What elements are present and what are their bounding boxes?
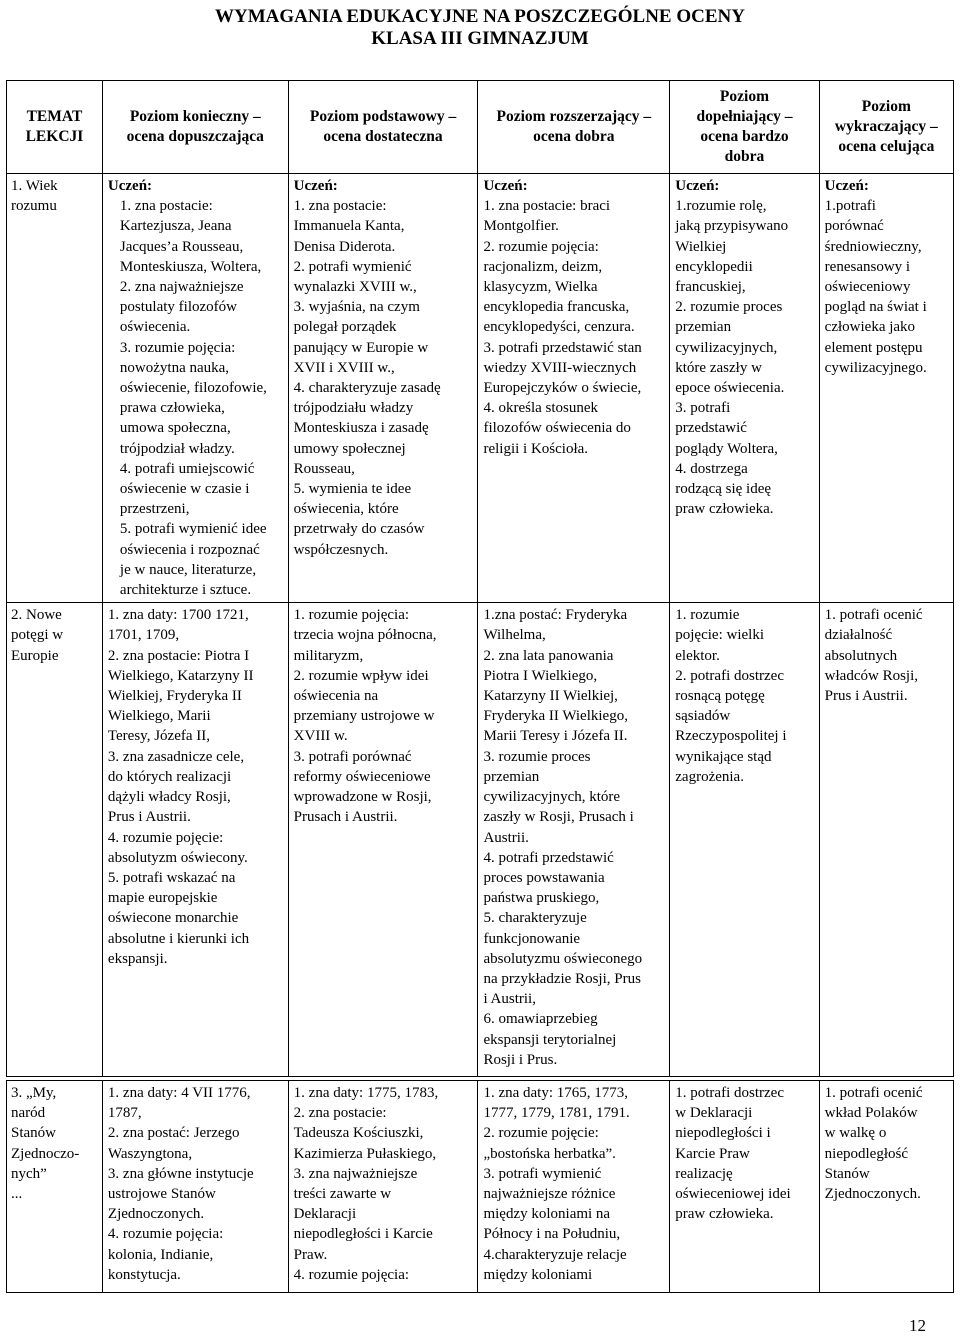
requirement-cell: 1. rozumie pojęcie: wielki elektor. 2. potrafi dostrzec rosnącą potęgę sąsiadów Rzeczypospolitej i wynikające stąd zagrożenia. — [670, 603, 819, 1077]
student-label: Uczeń: — [483, 178, 528, 194]
requirement-cell: Uczeń: 1.potrafi porównać średniowieczny, renesansowy i oświeceniowy pogląd na świat i człowieka jako element postępu cywilizacyjnego. — [819, 174, 953, 603]
requirement-cell: 1. zna daty: 1700 1721, 1701, 1709, 2. zna postacie: Piotra I Wielkiego, Katarzyny II Wielkiej, Fryderyka II Wielkiego, Marii Teresy, Józefa II, 3. zna zasadnicze cele, do których realizacji dążyli władcy Rosji, Prus i Austrii. 4. rozumie pojęcie: absolutyzm oświecony. 5. potrafi wskazać na mapie europejskie oświecone monarchie absolutne i kierunki ich ekspansji. — [102, 603, 288, 1077]
page-number: 12 — [909, 1316, 926, 1335]
requirement-cell: 1. potrafi dostrzec w Deklaracji niepodległości i Karcie Praw realizację oświeceniowej idei praw człowieka. — [670, 1081, 819, 1293]
header-level-3: Poziom rozszerzający – ocena dobra — [478, 81, 670, 174]
requirement-cell: 1. zna daty: 4 VII 1776, 1787, 2. zna postać: Jerzego Waszyngtona, 3. zna główne instytucje ustrojowe Stanów Zjednoczonych. 4. rozumie pojęcia: kolonia, Indianie, konstytucja. — [102, 1081, 288, 1293]
table-row — [7, 174, 954, 603]
requirement-cell: Uczeń: 1.rozumie rolę, jaką przypisywano Wielkiej encyklopedii francuskiej, 2. rozumie proces przemian cywilizacyjnych, które zaszły w epoce oświecenia. 3. potrafi przedstawić poglądy Woltera, 4. dostrzega rodzącą się ideę praw człowieka. — [670, 174, 819, 603]
header-level-2: Poziom podstawowy – ocena dostateczna — [288, 81, 478, 174]
requirement-cell: 1. zna daty: 1775, 1783, 2. zna postacie: Tadeusza Kościuszki, Kazimierza Pułaskiego, 3. zna najważniejsze treści zawarte w Deklaracji niepodległości i Karcie Praw. 4. rozumie pojęcia: — [288, 1081, 478, 1293]
header-level-4: Poziom dopełniający – ocena bardzo dobra — [670, 81, 819, 174]
topic-cell: 3. „My, naród Stanów Zjednoczo- nych” ... — [7, 1081, 103, 1293]
header-topic: TEMAT LEKCJI — [7, 81, 103, 174]
document-title — [0, 6, 960, 50]
header-level-1: Poziom konieczny – ocena dopuszczająca — [102, 81, 288, 174]
student-label: Uczeń: — [293, 178, 338, 194]
requirement-cell: Uczeń: 1. zna postacie: braci Montgolfier. 2. rozumie pojęcia: racjonalizm, deizm, klasycyzm, Wielka encyklopedia francuska, encyklopedyści, cenzura. 3. potrafi przedstawić stan wiedzy XVIII-wiecznych Europejczyków o świecie, 4. określa stosunek filozofów oświecenia do religii i Kościoła. — [478, 174, 670, 603]
header-level-5: Poziom wykraczający – ocena celująca — [819, 81, 953, 174]
student-label: Uczeń: — [107, 178, 153, 194]
student-label: Uczeń: — [824, 178, 869, 194]
title-line-1: WYMAGANIA EDUKACYJNE NA POSZCZEGÓLNE OCENY — [215, 6, 745, 27]
table-row — [7, 603, 954, 1077]
requirements-table-continued — [6, 1080, 954, 1293]
requirement-cell: 1.zna postać: Fryderyka Wilhelma, 2. zna lata panowania Piotra I Wielkiego, Katarzyny II Wielkiej, Fryderyka II Wielkiego, Marii Teresy i Józefa II. 3. rozumie proces przemian cywilizacyjnych, które zaszły w Rosji, Prusach i Austrii. 4. potrafi przedstawić proces powstawania państwa pruskiego, 5. charakteryzuje funkcjonowanie absolutyzmu oświeconego na przykładzie Rosji, Prus i Austrii, 6. omawiaprzebieg ekspansji terytorialnej Rosji i Prus. — [478, 603, 670, 1077]
requirements-table — [6, 80, 954, 1077]
table-row — [7, 1081, 954, 1293]
student-label: Uczeń: — [675, 178, 720, 194]
requirement-cell: 1. potrafi ocenić działalność absolutnych władców Rosji, Prus i Austrii. — [819, 603, 953, 1077]
title-line-2: KLASA III GIMNAZJUM — [371, 28, 589, 49]
topic-cell: 2. Nowe potęgi w Europie — [7, 603, 103, 1077]
topic-cell: 1. Wiek rozumu — [7, 174, 103, 603]
requirement-cell: 1. zna daty: 1765, 1773, 1777, 1779, 1781, 1791. 2. rozumie pojęcie: „bostońska herbatka”. 3. potrafi wymienić najważniejsze różnice między koloniami na Północy i na Południu, 4.charakteryzuje relacje między koloniami — [478, 1081, 670, 1293]
requirement-cell: Uczeń: 1. zna postacie: Immanuela Kanta, Denisa Diderota. 2. potrafi wymienić wynalazki XVIII w., 3. wyjaśnia, na czym polegał porządek panujący w Europie w XVII i XVIII w., 4. charakteryzuje zasadę trójpodziału władzy Monteskiusza i zasadę umowy społecznej Rousseau, 5. wymienia te idee oświecenia, które przetrwały do czasów współczesnych. — [288, 174, 478, 603]
requirement-cell: 1. rozumie pojęcia: trzecia wojna północna, militaryzm, 2. rozumie wpływ idei oświecenia na przemiany ustrojowe w XVIII w. 3. potrafi porównać reformy oświeceniowe wprowadzone w Rosji, Prusach i Austrii. — [288, 603, 478, 1077]
header-row — [7, 81, 954, 174]
requirement-cell: 1. potrafi ocenić wkład Polaków w walkę o niepodległość Stanów Zjednoczonych. — [819, 1081, 953, 1293]
requirement-cell: Uczeń: 1. zna postacie: Kartezjusza, Jeana Jacques’a Rousseau, Monteskiusza, Woltera, 2. zna najważniejsze postulaty filozofów oświecenia. 3. rozumie pojęcia: nowożytna nauka, oświecenie, filozofowie, prawa człowieka, umowa społeczna, trójpodział władzy. 4. potrafi umiejscowić oświecenie w czasie i przestrzeni, 5. potrafi wymienić idee oświecenia i rozpoznać je w nauce, literaturze, architekturze i sztuce. — [102, 174, 288, 603]
